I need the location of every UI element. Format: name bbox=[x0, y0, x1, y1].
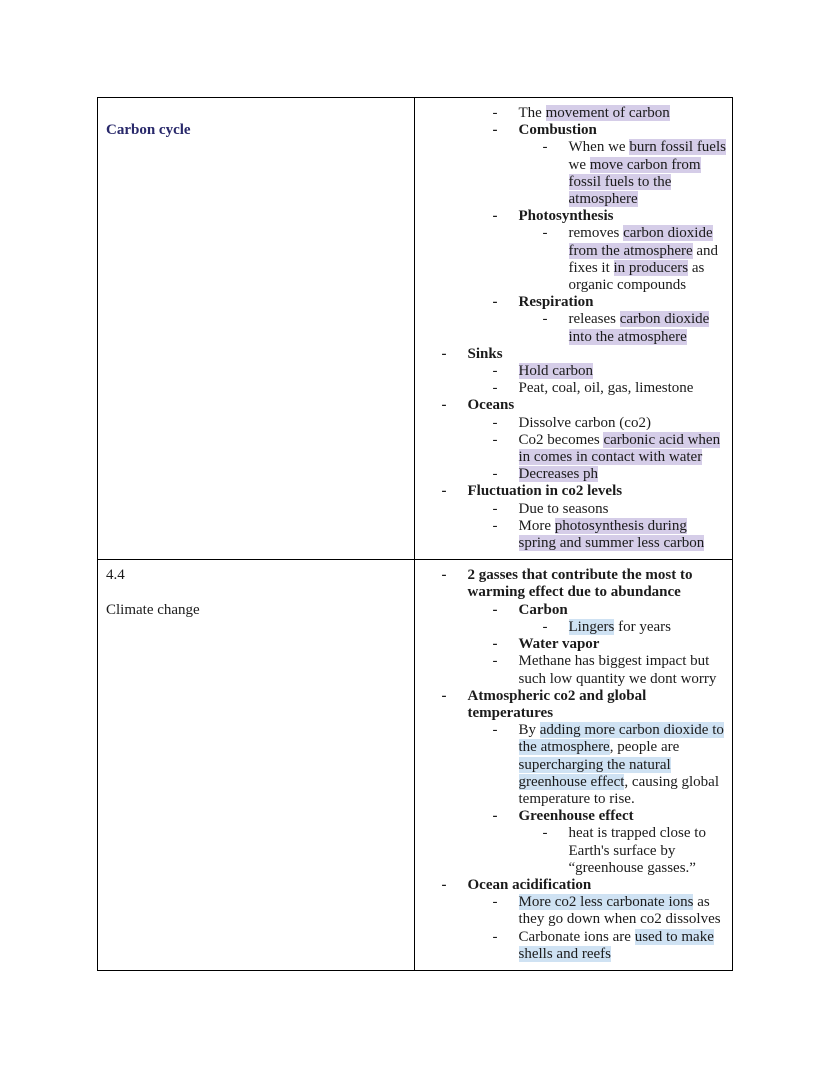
bullet-dash: - bbox=[441, 345, 447, 362]
plain-text: Greenhouse effect bbox=[518, 808, 634, 825]
list-item bbox=[415, 363, 731, 380]
highlighted-text: carbon dioxide bbox=[623, 225, 713, 242]
highlighted-text: greenhouse effect bbox=[518, 773, 625, 790]
bullet-dash: - bbox=[441, 876, 447, 893]
plain-text: Combustion bbox=[518, 122, 597, 139]
highlighted-text: photosynthesis during bbox=[554, 517, 687, 534]
plain-text: Earth's surface by bbox=[568, 842, 676, 859]
bullet-dash: - bbox=[492, 294, 498, 311]
item-text bbox=[569, 311, 731, 345]
item-text bbox=[519, 808, 731, 825]
highlighted-text: carbonic acid when bbox=[603, 431, 721, 448]
bullet-dash: - bbox=[441, 397, 447, 414]
highlighted-text: shells and reefs bbox=[518, 945, 611, 962]
text-line bbox=[519, 432, 731, 449]
highlighted-text: Hold carbon bbox=[518, 363, 594, 380]
topic-line bbox=[106, 105, 406, 122]
plain-text: Atmospheric co2 and global bbox=[467, 687, 647, 704]
list-item bbox=[415, 208, 731, 225]
list-item bbox=[415, 808, 731, 825]
plain-text: “greenhouse gasses.” bbox=[568, 859, 696, 876]
item-text bbox=[519, 466, 731, 483]
bullet-dash: - bbox=[441, 483, 447, 500]
list-item bbox=[415, 929, 731, 963]
text-line bbox=[519, 757, 731, 774]
list-item bbox=[415, 122, 731, 139]
plain-text: Dissolve carbon (co2) bbox=[518, 414, 651, 431]
plain-text: as bbox=[688, 259, 705, 276]
plain-text: Co2 becomes bbox=[518, 431, 604, 448]
list-item bbox=[415, 722, 731, 808]
item-text bbox=[519, 380, 731, 397]
bullet-dash: - bbox=[492, 722, 498, 739]
list-item bbox=[415, 877, 731, 894]
plain-text: heat is trapped close to bbox=[568, 825, 706, 842]
text-line bbox=[519, 466, 731, 483]
highlighted-text: fossil fuels to the bbox=[568, 173, 672, 190]
text-line bbox=[519, 380, 731, 397]
plain-text: By bbox=[518, 722, 540, 739]
text-line bbox=[569, 277, 731, 294]
highlighted-text: from the atmosphere bbox=[568, 242, 693, 259]
plain-text: Photosynthesis bbox=[518, 208, 614, 225]
bullet-dash: - bbox=[492, 653, 498, 670]
text-line bbox=[519, 105, 731, 122]
plain-text: 2 gasses that contribute the most to bbox=[467, 567, 693, 584]
list-item bbox=[415, 518, 731, 552]
plain-text: we bbox=[568, 156, 590, 173]
plain-text: Peat, coal, oil, gas, limestone bbox=[518, 380, 694, 397]
bullet-dash: - bbox=[492, 636, 498, 653]
text-line bbox=[569, 191, 731, 208]
bullet-dash: - bbox=[492, 500, 498, 517]
text-line bbox=[519, 653, 731, 670]
notes-cell bbox=[415, 560, 733, 970]
text-line bbox=[519, 911, 731, 928]
highlighted-text: Decreases ph bbox=[518, 466, 599, 483]
bullet-dash: - bbox=[492, 208, 498, 225]
list-item bbox=[415, 397, 731, 414]
text-line bbox=[569, 311, 731, 328]
text-line bbox=[519, 208, 731, 225]
plain-text: Carbonate ions are bbox=[518, 928, 635, 945]
notes-table bbox=[97, 97, 733, 971]
list-item bbox=[415, 483, 731, 500]
item-text bbox=[519, 415, 731, 432]
text-line bbox=[569, 174, 731, 191]
highlighted-text: carbon dioxide bbox=[619, 311, 710, 328]
item-text bbox=[519, 501, 731, 518]
list-item bbox=[415, 225, 731, 294]
item-text bbox=[519, 518, 731, 552]
highlighted-text: spring and summer less carbon bbox=[518, 535, 705, 552]
text-line bbox=[569, 860, 731, 877]
bullet-dash: - bbox=[542, 825, 548, 842]
plain-text: Methane has biggest impact but bbox=[518, 653, 710, 670]
text-line bbox=[519, 415, 731, 432]
list-item bbox=[415, 894, 731, 928]
plain-text: The bbox=[518, 105, 546, 121]
item-text bbox=[468, 688, 731, 722]
highlighted-text: burn fossil fuels bbox=[629, 139, 726, 156]
text-line bbox=[569, 329, 731, 346]
item-text bbox=[519, 294, 731, 311]
list-item bbox=[415, 567, 731, 601]
plain-text: warming effect due to abundance bbox=[467, 584, 681, 601]
plain-text: temperature to rise. bbox=[518, 790, 635, 807]
topic-line: Climate change bbox=[106, 601, 200, 618]
plain-text: and bbox=[692, 242, 719, 259]
highlighted-text: atmosphere bbox=[568, 191, 638, 208]
plain-text: Ocean acidification bbox=[467, 876, 592, 893]
table-row bbox=[98, 559, 732, 970]
bullet-dash: - bbox=[492, 380, 498, 397]
bullet-dash: - bbox=[492, 601, 498, 618]
text-line bbox=[519, 535, 731, 552]
text-line bbox=[519, 739, 731, 756]
highlighted-text: in producers bbox=[613, 259, 689, 276]
highlighted-text: supercharging the natural bbox=[518, 756, 671, 773]
plain-text: they go down when co2 dissolves bbox=[518, 911, 721, 928]
list-item bbox=[415, 415, 731, 432]
highlighted-text: Lingers bbox=[568, 618, 615, 635]
plain-text: as bbox=[693, 894, 710, 911]
item-text bbox=[468, 397, 731, 414]
list-item bbox=[415, 105, 731, 122]
item-text bbox=[519, 636, 731, 653]
plain-text: temperatures bbox=[467, 704, 554, 721]
highlighted-text: movement of carbon bbox=[545, 105, 670, 121]
text-line bbox=[468, 483, 731, 500]
bullet-dash: - bbox=[441, 567, 447, 584]
plain-text: When we bbox=[568, 139, 630, 156]
bullet-dash: - bbox=[441, 687, 447, 704]
text-line bbox=[519, 294, 731, 311]
list-item bbox=[415, 432, 731, 466]
text-line bbox=[519, 363, 731, 380]
list-item bbox=[415, 825, 731, 877]
text-line bbox=[519, 602, 731, 619]
list-item bbox=[415, 139, 731, 208]
plain-text: More bbox=[518, 517, 555, 534]
text-line bbox=[569, 157, 731, 174]
plain-text: Due to seasons bbox=[518, 500, 609, 517]
text-line bbox=[468, 567, 731, 584]
plain-text: , causing global bbox=[624, 773, 719, 790]
bullet-dash: - bbox=[542, 139, 548, 156]
bullet-dash: - bbox=[492, 928, 498, 945]
item-text bbox=[519, 363, 731, 380]
text-line bbox=[468, 688, 731, 705]
item-text bbox=[468, 483, 731, 500]
bullet-dash: - bbox=[492, 122, 498, 139]
text-line bbox=[519, 501, 731, 518]
text-line bbox=[519, 636, 731, 653]
plain-text: Oceans bbox=[467, 397, 515, 414]
text-line bbox=[519, 122, 731, 139]
bullet-dash: - bbox=[542, 311, 548, 328]
highlighted-text: More co2 less carbonate ions bbox=[518, 894, 694, 911]
topic-line bbox=[106, 584, 406, 601]
text-line bbox=[569, 243, 731, 260]
list-item bbox=[415, 501, 731, 518]
item-text bbox=[519, 653, 731, 687]
plain-text: such low quantity we dont worry bbox=[518, 670, 717, 687]
topic-line: Carbon cycle bbox=[106, 122, 191, 139]
topic-cell bbox=[98, 560, 415, 970]
bullet-dash: - bbox=[492, 414, 498, 431]
list-item bbox=[415, 636, 731, 653]
highlighted-text: move carbon from bbox=[589, 156, 701, 173]
item-text bbox=[569, 225, 731, 294]
bullet-dash: - bbox=[542, 225, 548, 242]
topic-cell bbox=[98, 98, 415, 559]
bullet-dash: - bbox=[492, 894, 498, 911]
topic-line: 4.4 bbox=[106, 567, 125, 584]
plain-text: Carbon bbox=[518, 601, 568, 618]
plain-text: for years bbox=[614, 618, 671, 635]
text-line bbox=[519, 946, 731, 963]
list-item bbox=[415, 653, 731, 687]
bullet-dash: - bbox=[492, 431, 498, 448]
text-line bbox=[468, 877, 731, 894]
text-line bbox=[468, 397, 731, 414]
text-line bbox=[569, 825, 731, 842]
text-line bbox=[519, 722, 731, 739]
item-text bbox=[519, 929, 731, 963]
text-line bbox=[519, 929, 731, 946]
plain-text: removes bbox=[568, 225, 624, 242]
plain-text: fixes it bbox=[568, 259, 614, 276]
bullet-dash: - bbox=[492, 808, 498, 825]
text-line bbox=[569, 260, 731, 277]
list-item bbox=[415, 346, 731, 363]
text-line bbox=[519, 808, 731, 825]
text-line bbox=[519, 449, 731, 466]
notes-cell bbox=[415, 98, 733, 559]
highlighted-text: in comes in contact with water bbox=[518, 449, 703, 466]
bullet-dash: - bbox=[492, 466, 498, 483]
plain-text: releases bbox=[568, 311, 620, 328]
item-text bbox=[519, 208, 731, 225]
highlighted-text: into the atmosphere bbox=[568, 328, 687, 345]
list-item bbox=[415, 294, 731, 311]
item-text bbox=[468, 877, 731, 894]
plain-text: Water vapor bbox=[518, 636, 600, 653]
text-line bbox=[569, 225, 731, 242]
item-text bbox=[519, 122, 731, 139]
item-text bbox=[519, 432, 731, 466]
bullet-dash: - bbox=[492, 363, 498, 380]
list-item bbox=[415, 688, 731, 722]
item-text bbox=[569, 139, 731, 208]
list-item bbox=[415, 602, 731, 619]
highlighted-text: used to make bbox=[634, 928, 714, 945]
bullet-dash: - bbox=[542, 618, 548, 635]
bullet-dash: - bbox=[492, 105, 498, 121]
text-line bbox=[569, 619, 731, 636]
item-text bbox=[468, 567, 731, 601]
table-row bbox=[98, 98, 732, 559]
plain-text: organic compounds bbox=[568, 277, 687, 294]
text-line bbox=[519, 894, 731, 911]
item-text bbox=[569, 825, 731, 877]
text-line bbox=[519, 791, 731, 808]
text-line bbox=[519, 671, 731, 688]
list-item bbox=[415, 466, 731, 483]
item-text bbox=[468, 346, 731, 363]
text-line bbox=[468, 705, 731, 722]
item-text bbox=[519, 894, 731, 928]
highlighted-text: adding more carbon dioxide to bbox=[539, 722, 724, 739]
item-text bbox=[569, 619, 731, 636]
text-line bbox=[468, 584, 731, 601]
text-line bbox=[569, 843, 731, 860]
plain-text: Respiration bbox=[518, 294, 594, 311]
plain-text: Sinks bbox=[467, 345, 503, 362]
list-item bbox=[415, 311, 731, 345]
text-line bbox=[468, 346, 731, 363]
text-line bbox=[569, 139, 731, 156]
item-text bbox=[519, 105, 731, 122]
plain-text: , people are bbox=[609, 739, 680, 756]
list-item bbox=[415, 380, 731, 397]
text-line bbox=[519, 774, 731, 791]
item-text bbox=[519, 722, 731, 808]
highlighted-text: the atmosphere bbox=[518, 739, 610, 756]
list-item bbox=[415, 619, 731, 636]
text-line bbox=[519, 518, 731, 535]
bullet-dash: - bbox=[492, 517, 498, 534]
item-text bbox=[519, 602, 731, 619]
plain-text: Fluctuation in co2 levels bbox=[467, 483, 623, 500]
